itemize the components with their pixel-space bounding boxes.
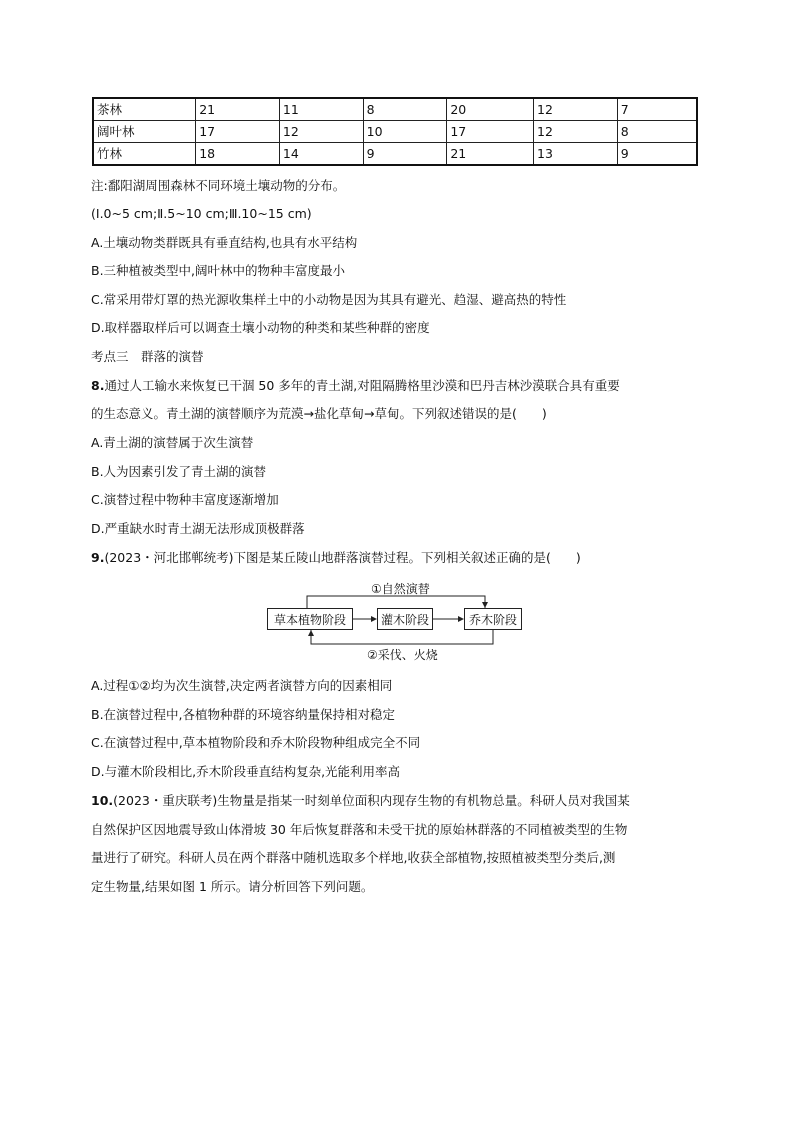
q8-text: 通过人工输水来恢复已干涸 50 多年的青土湖,对阻隔腾格里沙漠和巴丹吉林沙漠联合具有重要 bbox=[104, 378, 620, 393]
q8-option-b: B.人为因素引发了青土湖的演替 bbox=[91, 464, 267, 479]
table-row bbox=[93, 143, 697, 166]
q10-stem-line2: 自然保护区因地震导致山体滑坡 30 年后恢复群落和未受干扰的原始林群落的不同植被类型的生物 bbox=[91, 822, 628, 837]
q9-option-b: B.在演替过程中,各植物种群的环境容纳量保持相对稳定 bbox=[91, 707, 396, 722]
table-cell: 竹林 bbox=[93, 143, 196, 166]
q7-option-a: A.土壤动物类群既具有垂直结构,也具有水平结构 bbox=[91, 235, 358, 250]
q7-option-c: C.常采用带灯罩的热光源收集样土中的小动物是因为其具有避光、趋湿、避高热的特性 bbox=[91, 292, 567, 307]
table-cell: 阔叶林 bbox=[93, 121, 196, 143]
table-cell: 8 bbox=[363, 98, 447, 121]
q8-option-c: C.演替过程中物种丰富度逐渐增加 bbox=[91, 492, 279, 507]
q9-stem bbox=[91, 549, 581, 567]
q9-option-a: A.过程①②均为次生演替,决定两者演替方向的因素相同 bbox=[91, 678, 393, 693]
q8-option-a: A.青土湖的演替属于次生演替 bbox=[91, 435, 254, 450]
table-cell: 9 bbox=[617, 143, 697, 166]
table-cell: 8 bbox=[617, 121, 697, 143]
table-cell: 茶林 bbox=[93, 98, 196, 121]
succession-diagram bbox=[267, 580, 527, 662]
table-row bbox=[93, 98, 697, 121]
stage-tree-box: 乔木阶段 bbox=[464, 608, 522, 630]
q10-stem-line4: 定生物量,结果如图 1 所示。请分析回答下列问题。 bbox=[91, 879, 374, 894]
table-cell: 14 bbox=[279, 143, 363, 166]
q8-option-d: D.严重缺水时青土湖无法形成顶极群落 bbox=[91, 521, 305, 536]
table-cell: 21 bbox=[196, 98, 280, 121]
table-cell: 21 bbox=[447, 143, 534, 166]
table-cell: 7 bbox=[617, 98, 697, 121]
table-cell: 13 bbox=[534, 143, 618, 166]
logging-fire-label: ②采伐、火烧 bbox=[367, 648, 438, 662]
question-number: 10. bbox=[91, 793, 114, 808]
q8-stem-line2: 的生态意义。青土湖的演替顺序为荒漠→盐化草甸→草甸。下列叙述错误的是( ) bbox=[91, 406, 547, 421]
table-cell: 9 bbox=[363, 143, 447, 166]
natural-succession-label: ①自然演替 bbox=[371, 582, 430, 596]
section-heading: 考点三 群落的演替 bbox=[91, 349, 204, 364]
q10-text: (2023・重庆联考)生物量是指某一时刻单位面积内现存生物的有机物总量。科研人员对我国某 bbox=[113, 793, 630, 808]
table-cell: 10 bbox=[363, 121, 447, 143]
q9-text: (2023・河北邯郸统考)下图是某丘陵山地群落演替过程。下列相关叙述正确的是( ) bbox=[104, 550, 581, 565]
table-cell: 11 bbox=[279, 98, 363, 121]
q10-stem-line3: 量进行了研究。科研人员在两个群落中随机选取多个样地,收获全部植物,按照植被类型分类后,测 bbox=[91, 850, 616, 865]
table-cell: 18 bbox=[196, 143, 280, 166]
depth-legend: (Ⅰ.0~5 cm;Ⅱ.5~10 cm;Ⅲ.10~15 cm) bbox=[91, 206, 312, 221]
table-row bbox=[93, 121, 697, 143]
q9-option-c: C.在演替过程中,草本植物阶段和乔木阶段物种组成完全不同 bbox=[91, 735, 421, 750]
table-cell: 17 bbox=[196, 121, 280, 143]
table-cell: 17 bbox=[447, 121, 534, 143]
table-cell: 12 bbox=[534, 121, 618, 143]
stage-herb-box: 草本植物阶段 bbox=[267, 608, 353, 630]
q8-stem-line1 bbox=[91, 377, 620, 395]
stage-shrub-box: 灌木阶段 bbox=[377, 608, 433, 630]
q9-option-d: D.与灌木阶段相比,乔木阶段垂直结构复杂,光能利用率高 bbox=[91, 764, 401, 779]
question-number: 8. bbox=[91, 378, 105, 393]
table-cell: 12 bbox=[279, 121, 363, 143]
table-note: 注:鄱阳湖周围森林不同环境土壤动物的分布。 bbox=[91, 178, 346, 193]
q7-option-b: B.三种植被类型中,阔叶林中的物种丰富度最小 bbox=[91, 263, 346, 278]
table-cell: 12 bbox=[534, 98, 618, 121]
q7-option-d: D.取样器取样后可以调查土壤小动物的种类和某些种群的密度 bbox=[91, 320, 430, 335]
soil-animal-table bbox=[92, 97, 698, 166]
table-cell: 20 bbox=[447, 98, 534, 121]
question-number: 9. bbox=[91, 550, 105, 565]
q10-stem-line1 bbox=[91, 792, 630, 810]
